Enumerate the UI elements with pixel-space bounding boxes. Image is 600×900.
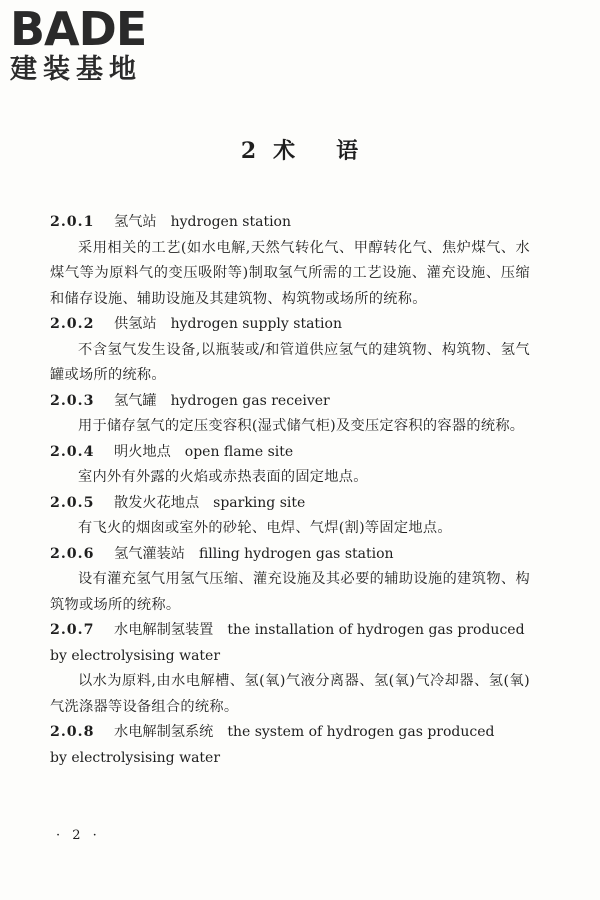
term-definition: 不含氢气发生设备,以瓶装或/和管道供应氢气的建筑物、构筑物、氢气罐或场所的统称。	[50, 341, 530, 383]
term-entry	[50, 440, 530, 491]
term-english: the installation of hydrogen gas produced	[227, 622, 525, 638]
term-number: 2.0.7	[50, 622, 95, 638]
term-chinese: 供氢站	[114, 316, 157, 332]
term-english-continued: by electrolysising water	[50, 749, 221, 766]
term-english: sparking site	[213, 494, 306, 511]
term-number: 2.0.1	[50, 214, 95, 230]
term-definition: 设有灌充氢气用氢气压缩、灌充设施及其必要的辅助设施的建筑物、构筑物或场所的统称。	[50, 571, 530, 613]
term-english-continued: by electrolysising water	[50, 647, 221, 664]
term-heading	[50, 542, 530, 568]
term-entry	[50, 491, 530, 542]
term-english: open flame site	[184, 443, 294, 460]
term-number: 2.0.5	[50, 494, 95, 511]
term-heading	[50, 440, 530, 466]
term-definition: 以水为原料,由水电解槽、氢(氧)气液分离器、氢(氧)气冷却器、氢(氧)气洗涤器等设备组合的统称。	[50, 673, 530, 715]
term-chinese: 水电解制氢系统	[114, 724, 214, 740]
term-heading	[50, 618, 530, 644]
term-chinese: 氢气罐	[114, 392, 157, 409]
term-entry	[50, 210, 530, 312]
term-english: the system of hydrogen gas produced	[227, 724, 495, 740]
term-entry	[50, 720, 530, 771]
term-chinese: 水电解制氢装置	[114, 622, 214, 638]
chapter-title-b: 语	[336, 138, 360, 164]
term-definition: 有飞火的烟囱或室外的砂轮、电焊、气焊(割)等固定地点。	[78, 520, 452, 536]
term-definition: 用于储存氢气的定压变容积(湿式储气柜)及变压定容积的容器的统称。	[78, 418, 525, 434]
term-definition: 室内外有外露的火焰或赤热表面的固定地点。	[78, 469, 368, 485]
chapter-title	[0, 134, 600, 165]
term-chinese: 散发火花地点	[114, 494, 200, 511]
logo	[10, 4, 180, 86]
term-heading	[50, 720, 530, 746]
term-entry	[50, 389, 530, 440]
term-definition: 采用相关的工艺(如水电解,天然气转化气、甲醇转化气、焦炉煤气、水煤气等为原料气的变压吸附等)制取氢气所需的工艺设施、灌充设施、压缩和储存设施、辅助设施及其建筑物、构筑物或场所的统称。	[50, 239, 530, 307]
term-heading	[50, 491, 530, 517]
term-number: 2.0.3	[50, 392, 95, 409]
chapter-number: 2	[240, 138, 258, 164]
term-english: filling hydrogen gas station	[198, 545, 394, 562]
chapter-title-a: 术	[273, 138, 297, 164]
page-number: · 2 ·	[56, 828, 101, 843]
term-entry	[50, 312, 530, 389]
term-english: hydrogen gas receiver	[170, 392, 330, 409]
term-entry	[50, 542, 530, 619]
term-number: 2.0.6	[50, 545, 95, 562]
term-entry	[50, 618, 530, 720]
term-heading	[50, 312, 530, 338]
term-number: 2.0.8	[50, 724, 95, 740]
term-english: hydrogen supply station	[170, 316, 342, 332]
term-chinese: 氢气站	[114, 214, 157, 230]
term-number: 2.0.2	[50, 316, 95, 332]
terms-list	[50, 210, 530, 771]
term-number: 2.0.4	[50, 443, 95, 460]
term-chinese: 氢气灌装站	[114, 545, 185, 562]
logo-subtitle: 建装基地	[10, 54, 142, 85]
term-heading	[50, 210, 530, 236]
logo-wordmark: BADE	[10, 2, 147, 56]
term-heading	[50, 389, 530, 415]
term-english: hydrogen station	[170, 214, 292, 230]
term-chinese: 明火地点	[114, 443, 171, 460]
